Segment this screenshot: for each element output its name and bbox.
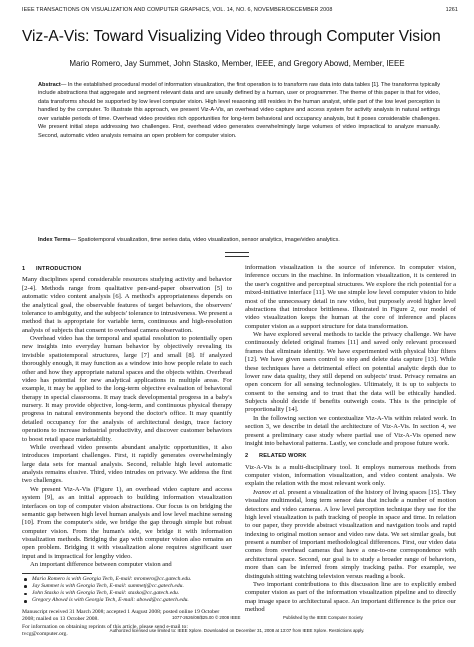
bullet-icon xyxy=(24,600,27,603)
section-heading-introduction xyxy=(22,265,232,273)
section-number: 2 xyxy=(245,453,249,460)
manuscript-info xyxy=(22,609,232,639)
index-terms-text: — Spatiotemporal visualization, time series data, video visualization, sensor analytics, image/video analytics. xyxy=(70,237,340,243)
section-number: 1 xyxy=(22,266,26,272)
section-title: RELATED WORK xyxy=(259,453,307,460)
bullet-icon xyxy=(24,593,27,596)
paragraph: While overhead video presents abundant analytic opportunities, it also introduces important challenges. First, it rapidly generates overwhelmingly large data sets for manual analysis. Second, reliable high level automatic analysis remains elusive. Third, video intrudes on privacy. We address the first two challenges. xyxy=(22,443,232,485)
paragraph: An important difference between computer vision and xyxy=(30,561,172,569)
footnote-item: John Stasko is with Georgia Tech, E-mail: stasko@cc.gatech.edu. xyxy=(22,590,232,597)
cited-author: Ivanov et al. xyxy=(253,488,286,496)
paragraph: Two important contributions to this discussion line are to explicitly embed computer vision as part of the information visualization pipeline and to directly map image space to architectural space. An important difference is the price our method xyxy=(245,580,456,613)
abstract-label: Abstract xyxy=(38,82,61,88)
section-divider-top xyxy=(225,252,249,253)
paragraph: In the following section we contextualize Viz-A-Vis within related work. In section 3, we describe in detail the architecture of Viz-A-Vis. In section 4, we present a preliminary case study where partial use of Viz-A-Vis opened new insight into behavioral patterns. Lastly, we conclude and propose future work. xyxy=(245,414,456,447)
bullet-icon xyxy=(24,585,27,588)
section-heading-related-work xyxy=(245,452,456,460)
paper-title: Viz-A-Vis: Toward Visualizing Video through Computer Vision xyxy=(22,28,441,45)
bullet-icon xyxy=(24,578,27,581)
right-column xyxy=(245,264,456,614)
index-terms xyxy=(38,236,440,244)
footnote-item: Gregory Abowd is with Georgia Tech, E-mail: abowd@cc.gatech.edu. xyxy=(22,597,232,604)
issn-copyright: 1077-2626/08/$25.00 © 2008 IEEE xyxy=(172,615,241,620)
manuscript-dates: Manuscript received 31 March 2008; accepted 1 August 2008; posted online 19 October 2008; mailed on 13 October 2008. xyxy=(22,608,220,623)
paragraph: Viz-A-Vis is a multi-disciplinary tool. It employs numerous methods from computer vision, information visualization, and video content analysis. We explain the relation with the most relevant work only. xyxy=(245,463,456,488)
reprint-info: For information on obtaining reprints of this article, please send e-mail to: tvcg@computer.org. xyxy=(22,623,188,637)
paragraph: We have explored several methods to tackle the privacy challenge. We have continuously deleted original frames [11] and saved only relevant processed frames that eliminate identity. We have experimented with physical blur filters [12]. We have given users control to stop and delete data capture [13]. While these techniques have a detrimental effect on potential analytic depth due to lower raw data quality, they still depend on subjects' trust. Privacy remains an open concern for all sensing technologies. Ultimately, it is up to subjects to consent to the sensing and to trust that the data will be ethically handled. Subjects should decide if benefits outweigh costs. This is the principle of proportionality [14]. xyxy=(245,331,456,414)
paragraph: Ivanov et al. present a visualization of the history of living spaces [15]. They visualize multimodal, long term sensor data that include a number of motion detectors and video cameras. A low level perception technique they use for the high level visualization is path tracking of people in space and time. In relation to our paper, they provide abstract visualization and navigation tools and rapid indexing to original motion sensor and video raw data. We set similar goals, but present a number of important methodological differences. First, our video data comes from overhead cameras that have a one-to-one correspondence with architectural space. Second, our goal is to study a broader range of behaviors, more than can be inferred from simply tracking paths. For example, we distinguish sitting watching television versus reading a book. xyxy=(245,488,456,580)
paragraph: information visualization is the source of inference. In computer vision, inference occurs in the machine. In information visualization, it is centered in the user's cognitive and perceptual structures. We explore the rich potential for a mixed-initiative interface [11]. We use simple low level computer vision to hide most of the unnecessary detail in raw video, but purposely avoid higher level abstractions that introduce brittleness. Illustrated in Figure 2, our model of video visualization keeps the human at the core of inference and places computer vision as a support structure for data transformation. xyxy=(245,264,456,330)
paragraph: Many disciplines spend considerable resources studying activity and behavior [2-4]. Methods range from qualitative pen-and-paper observation [5] to automatic video content analysis [6]. A method's appropriateness depends on the analytical goal, the observable features of target behaviors, the observers' tolerance to ambiguity, and the subjects' tolerance to intrusiveness. We present a method that is appropriate for variable term, continuous and high-resolution analysis of subjects that consent to overhead camera observation. xyxy=(22,276,232,334)
left-column xyxy=(22,264,232,638)
journal-name: IEEE TRANSACTIONS ON VISUALIZATION AND COMPUTER GRAPHICS, VOL. 14, NO. 6, NOVEMBER/DECEMBER 2008 xyxy=(22,7,333,13)
abstract-text: — In the established procedural model of information visualization, the first operation is to transform raw data into data tables [1]. The transforms typically include abstractions that aggregate and segment relevant data and are usually defined by a human, user or programmer. The theme of this paper is that for video, data transforms should be supported by low level computer vision. High level reasoning still resides in the human analyst, while part of the low level perception is handled by the computer. To illustrate this approach, we present Viz-A-Vis, an overhead video capture and access system for activity analysis in natural settings over variable periods of time. Overhead video provides rich opportunities for long-term behavioral and occupancy analysis, but it poses considerable challenges. We present initial steps addressing two challenges. First, overhead video generates overwhelmingly large volumes of video impractical to analyze manually. Second, automatic video analysis remains an open problem for computer vision. xyxy=(38,82,440,139)
footnote-rule xyxy=(22,573,92,574)
footnote-item: Mario Romero is with Georgia Tech, E-mail: mromero@cc.gatech.edu. xyxy=(22,576,232,583)
index-terms-label: Index Terms xyxy=(38,237,71,243)
section-title: INTRODUCTION xyxy=(36,266,82,272)
license-notice: Authorized licensed use limited to: IEEE Xplore. Downloaded on December 31, 2008 at 13:07 from IEEE Xplore. Restrictions apply. xyxy=(109,628,365,633)
running-header xyxy=(22,7,458,17)
page-number: 1261 xyxy=(445,7,458,13)
paragraph: Overhead video has the temporal and spatial resolution to potentially open new insights into everyday human behavior by objectively revealing its invisible spatiotemporal structures, large [7] and small [8]. If analyzed thoroughly enough, it may function as a window into how people relate to each other and how they appropriate natural spaces and the objects within. Overhead video has potential for new analytical applications in multiple areas. For example, it may be applied to the long-term objective evaluation of behavioral therapy in special classrooms. It may track developmental progress in a baby's nursery. It may provide objective, long-term, and continuous physical therapy progress in natural environments beyond the doctor's office. It may quantify detailed occupancy for the analysis of architectural design, trace factory operations to increase industrial productivity, and discover customer behaviors to boost retail space marketability. xyxy=(22,335,232,443)
abstract xyxy=(38,81,440,140)
author-list: Mario Romero, Jay Summet, John Stasko, Member, IEEE, and Gregory Abowd, Member, IEEE xyxy=(69,59,405,68)
section-divider-bottom xyxy=(225,256,249,257)
paragraph: We present Viz-A-Vis (Figure 1), an overhead video capture and access system [9], as an initial approach to building information visualization interfaces on top of computer vision abstractions. Our focus is on bridging the semantic gap between high level human analysis and low level machine sensing [10]. From the computer's side, we bridge the gap through simple but robust computer vision. From the human's side, we bridge it with information visualization methods. Bridging the gap with computer vision also remains an open problem. Bridging it with visualization alone requires significant user input and is impractical for lengthy video. xyxy=(22,485,232,560)
author-footnotes xyxy=(22,576,232,605)
publisher-line: Published by the IEEE Computer Society xyxy=(283,615,363,620)
footnote-item: Jay Summet is with Georgia Tech, E-mail: summetj@cc.gatech.edu. xyxy=(22,583,232,590)
